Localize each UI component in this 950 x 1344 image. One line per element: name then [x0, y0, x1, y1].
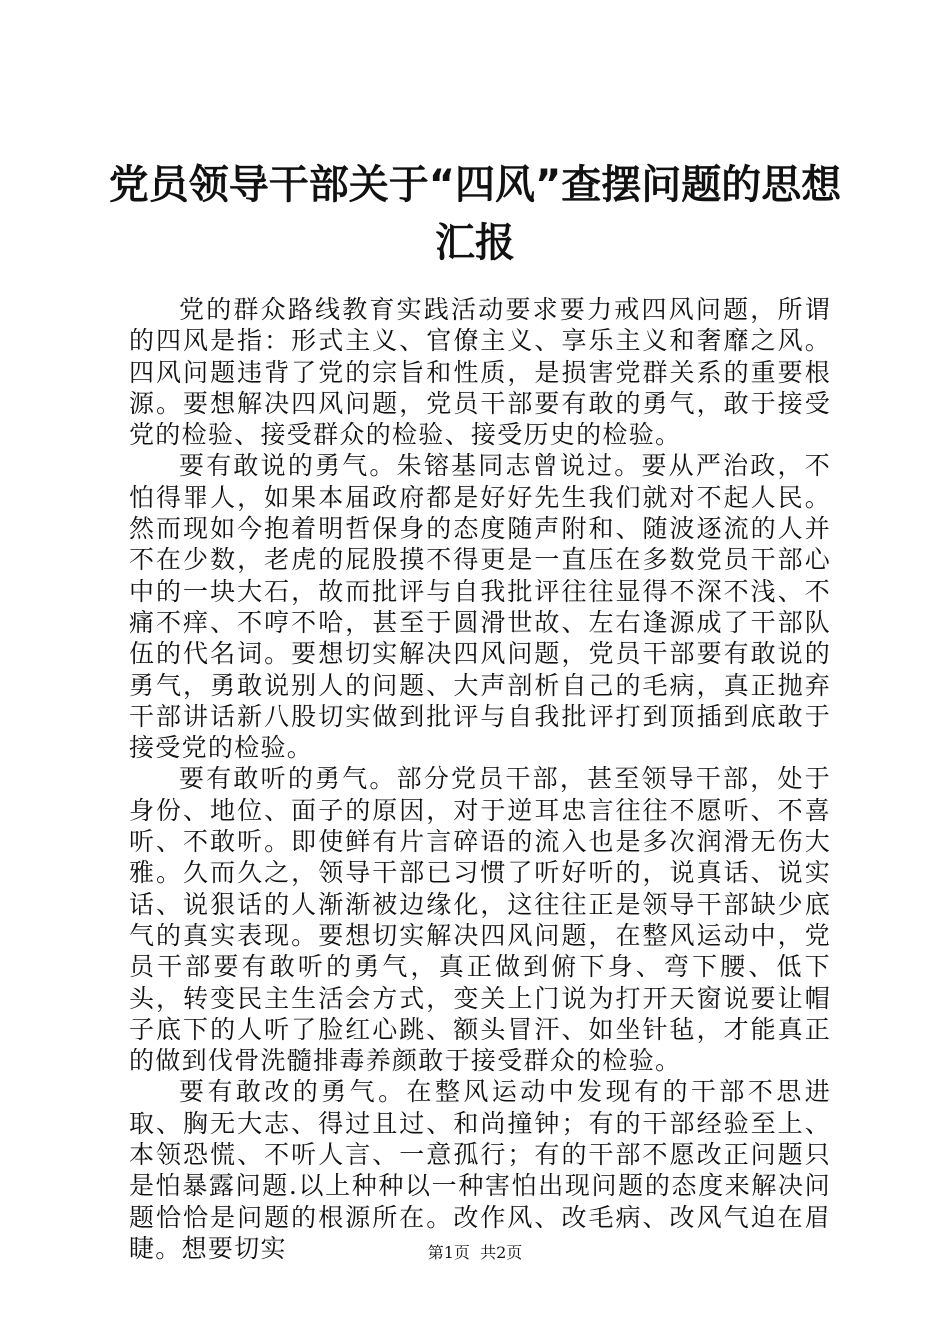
paragraph-3: 要有敢听的勇气。部分党员干部，甚至领导干部，处于身份、地位、面子的原因，对于逆耳忠言往往不愿听、不喜听、不敢听。即使鲜有片言碎语的流入也是多次润滑无伤大雅。久而久之，领导干部已习惯了听好听的，说真话、说实话、说狠话的人渐渐被边缘化，这往往正是领导干部缺少底气的真实表现。要想切实解决四风问题，在整风运动中，党员干部要有敢听的勇气，真正做到俯下身、弯下腰、低下头，转变民主生活会方式，变关上门说为打开天窗说要让帽子底下的人听了脸红心跳、额头冒汗、如坐针毡，才能真正的做到伐骨洗髓排毒养颜敢于接受群众的检验。 — [129, 764, 831, 1076]
document-title: 党员领导干部关于“四风”查摆问题的思想汇报 — [108, 162, 842, 266]
page-footer — [0, 1243, 950, 1263]
document-body — [129, 294, 831, 1264]
paragraph-2: 要有敢说的勇气。朱镕基同志曾说过。要从严治政，不怕得罪人，如果本届政府都是好好先生我们就对不起人民。然而现如今抱着明哲保身的态度随声附和、随波逐流的人并不在少数，老虎的屁股摸不得更是一直压在多数党员干部心中的一块大石，故而批评与自我批评往往显得不深不浅、不痛不痒、不哼不哈，甚至于圆滑世故、左右逢源成了干部队伍的代名词。要想切实解决四风问题，党员干部要有敢说的勇气，勇敢说别人的问题、大声剖析自己的毛病，真正抛弃干部讲话新八股切实做到批评与自我批评打到顶插到底敢于接受党的检验。 — [129, 451, 831, 763]
paragraph-1: 党的群众路线教育实践活动要求要力戒四风问题，所谓的四风是指：形式主义、官僚主义、享乐主义和奢靡之风。四风问题违背了党的宗旨和性质，是损害党群关系的重要根源。要想解决四风问题，党员干部要有敢的勇气，敢于接受党的检验、接受群众的检验、接受历史的检验。 — [129, 295, 831, 450]
paragraph-4: 要有敢改的勇气。在整风运动中发现有的干部不思进取、胸无大志、得过且过、和尚撞钟；有的干部经验至上、本领恐慌、不听人言、一意孤行；有的干部不愿改正问题只是怕暴露问题.以上种种以一种害怕出现问题的态度来解决问题恰恰是问题的根源所在。改作风、改毛病、改风气迫在眉睫。想要切实 — [129, 1077, 831, 1263]
page-total: 共2页 — [480, 1243, 523, 1262]
page-number: 第1页 — [427, 1243, 470, 1262]
